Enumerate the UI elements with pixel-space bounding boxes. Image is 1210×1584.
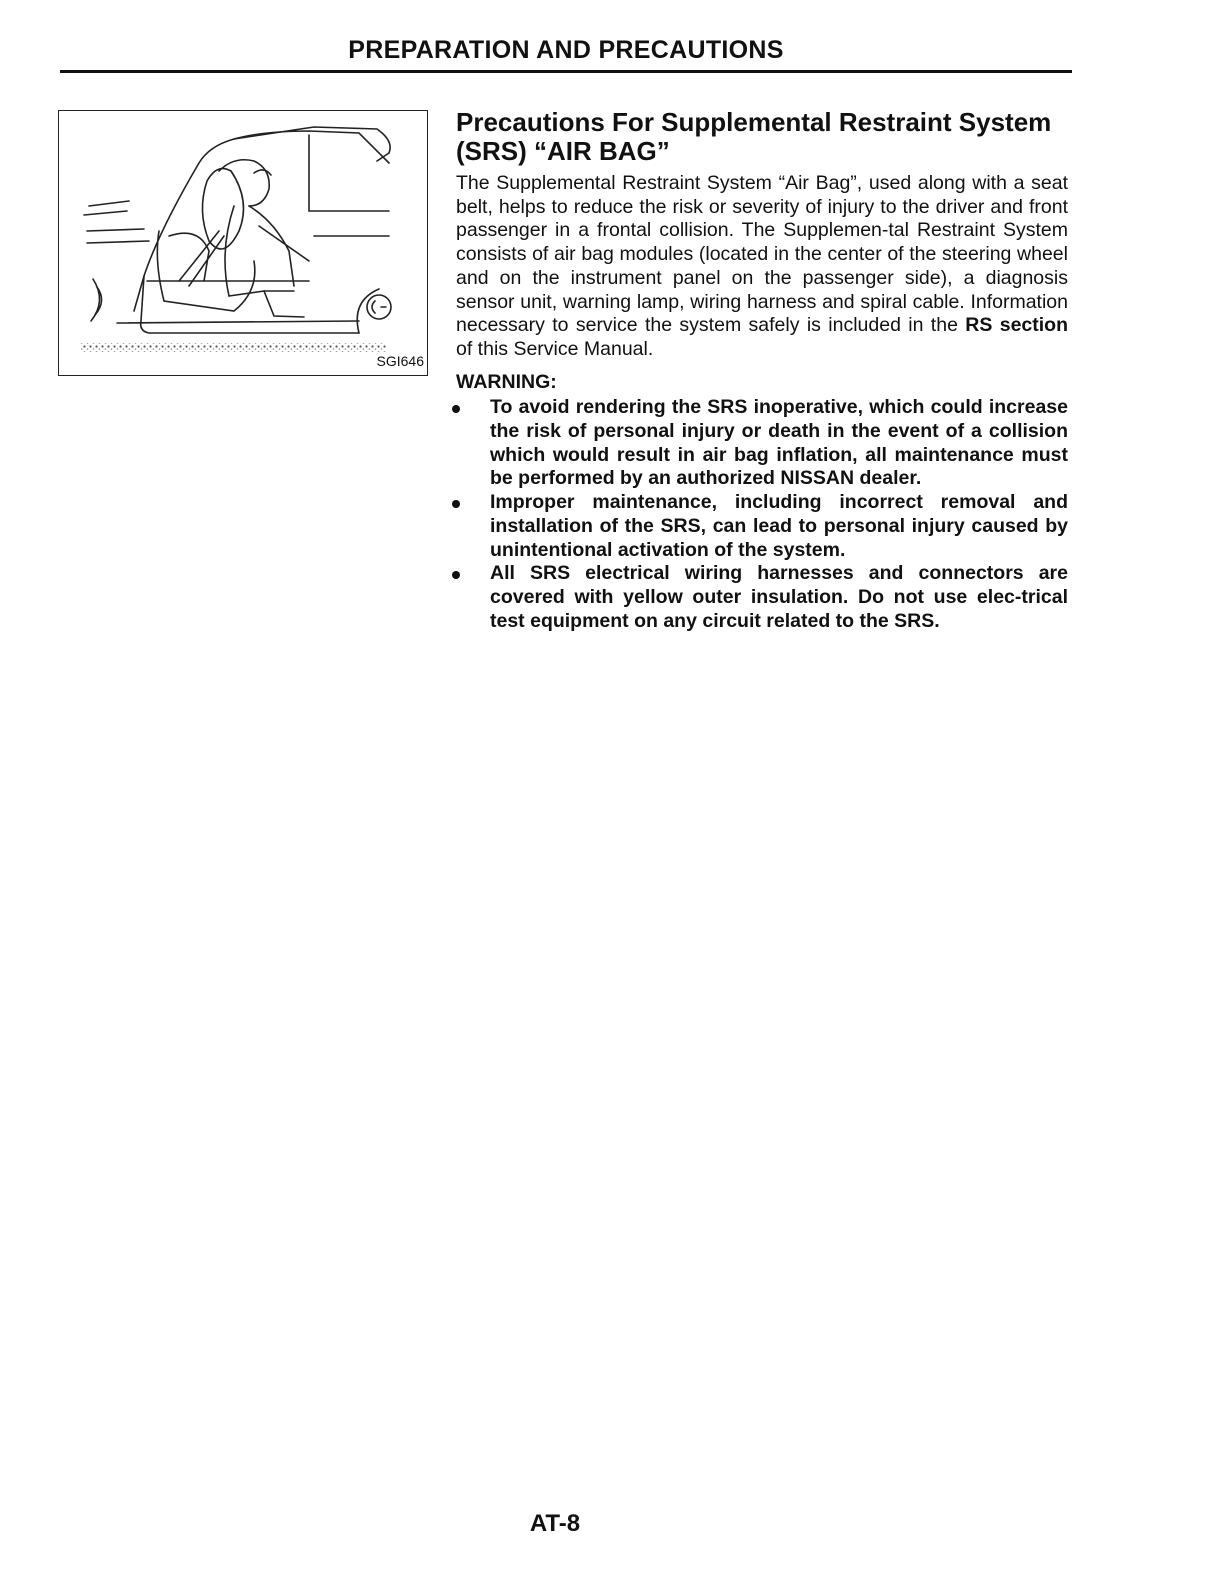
intro-text-end: of this Service Manual. — [456, 337, 654, 360]
warning-item-text: All SRS electrical wiring harnesses and connectors are covered with yellow outer insulation. Do not use elec-trical test equipment on any circuit related to the SRS. — [490, 562, 1068, 632]
srs-illustration-figure — [58, 110, 428, 376]
bullet-icon — [452, 571, 460, 579]
page-number: AT-8 — [529, 1510, 581, 1537]
page-header-title: PREPARATION AND PRECAUTIONS — [348, 36, 784, 64]
warning-list — [456, 396, 1068, 633]
intro-text: The Supplemental Restraint System “Air Bag”, used along with a seat belt, helps to reduce the risk or severity of injury to the driver and front passenger in a frontal collision. The Supplemen-tal Restraint System consists of air bag modules (located in the center of the steering wheel and on the instrument panel on the passenger side), a diagnosis sensor unit, warning lamp, wiring harness and spiral cable. Information necessary to service the system safely is included in the — [456, 172, 1068, 337]
warning-item-text: To avoid rendering the SRS inoperative, which could increase the risk of personal injury or death in the event of a collision which would result in air bag inflation, all maintenance must be performed by an authorized NISSAN dealer. — [490, 396, 1068, 490]
header-rule — [60, 70, 1072, 73]
bullet-icon — [452, 500, 460, 508]
intro-paragraph — [456, 172, 1068, 362]
ground-strip — [81, 343, 386, 352]
warning-item-text: Improper maintenance, including incorrect removal and installation of the SRS, can lead to personal injury caused by unintentional activation of the system. — [490, 491, 1068, 561]
warning-item — [452, 562, 1068, 633]
section-title: Precautions For Supplemental Restraint System (SRS) “AIR BAG” — [456, 107, 1052, 166]
car-airbag-illustration-icon — [59, 111, 427, 375]
warning-item — [452, 396, 1068, 491]
srs-precautions-section — [456, 108, 1068, 633]
warning-heading: WARNING: — [456, 370, 557, 393]
rs-section-reference: RS section — [965, 314, 1068, 337]
figure-code-label: SGI646 — [376, 353, 424, 369]
bullet-icon — [452, 405, 460, 413]
warning-item — [452, 491, 1068, 562]
